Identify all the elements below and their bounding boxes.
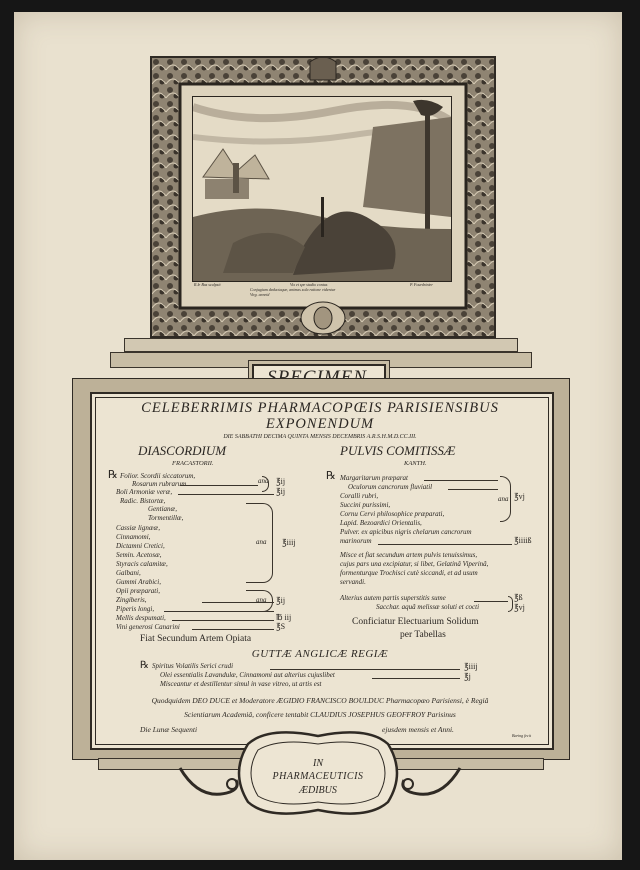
left-item: Zingiberis, [116,596,147,604]
ana-label: ana [256,538,267,546]
heading-line-1: CELEBERRIMIS PHARMACOPŒIS PARISIENSIBUS [141,400,499,416]
heading-date: DIE SABBATHI DECIMA QUINTA MENSIS DECEMBRIS A.R.S.H.M.D.CC.III. [223,434,417,440]
leader-line [180,485,258,486]
right-item: Pulver. ex apicibus nigris chelarum cancrorum [340,528,472,536]
left-item: Rosarum rubrarum [132,480,187,488]
footer-line-2: Scientiarum Academiâ, conficere tentabit CLAUDIUS JOSEPHUS GEOFFROY Parisinus [184,710,456,719]
left-item: Opii præparati, [116,587,160,595]
guttae-rx: ℞ [140,660,149,671]
leader-line [448,489,498,490]
dose: ℥j [464,672,471,681]
right-note: Misce et fiat secundum artem pulvis tenuissimus, [340,551,478,559]
right-item: Oculorum cancrorum fluviatil [348,483,433,491]
dose: ℥ij [276,477,286,486]
leader-line [192,629,274,630]
right-item: marinorum [340,537,372,545]
guttae-item: Misceantur et destillentur simul in vase vitreo, ut artis est [160,680,322,688]
leader-line [270,669,460,670]
dose: ℥ß [514,593,523,602]
engraving-caption-center-2: Conjugium deductaque, animas sola ratione videntur [250,287,336,292]
right-title: PULVIS COMITISSÆ [340,443,456,458]
ana-label: ana [258,477,269,485]
dose: ℥ij [276,596,286,605]
left-item: Dictamni Cretici, [116,542,165,550]
left-item: Boli Armoniæ veræ, [116,488,173,496]
left-item: Tormentillæ, [148,514,184,522]
left-item: Cassiæ lignææ, [116,524,160,532]
left-item: Folior. Scordii siccatorum, [120,472,196,480]
left-item: Styracis calamitæ, [116,560,168,568]
left-rx: ℞ [108,469,118,481]
bottom-cartouche-line-2: PHARMACEUTICIS [272,771,364,782]
leader-line [372,678,460,679]
guttae-item: Olei essentialis Lavandulæ, Cinnamomi aut alterius cujuslibet [160,671,335,679]
left-item: Piperis longi, [116,605,155,613]
dose: ℥vj [514,603,525,612]
right-author: KANTH. [404,460,427,467]
engraving-caption-small: Virg. aeneid [250,292,270,297]
right-item: Coralli rubri, [340,492,379,500]
left-title: DIASCORDIUM [138,443,227,458]
right-closing-2: per Tabellas [400,630,446,640]
engraving-caption-center-1: Vix et spe studio contus [290,282,328,287]
leader-line [474,601,508,602]
heading-line-2: EXPONENDUM [265,416,375,432]
right-item: Succini purissimi, [340,501,391,509]
right-item: Margaritarum præparat [340,474,409,482]
right-item: Cornu Cervi philosophice præparati, [340,510,445,518]
left-author: FRACASTORII. [172,460,214,467]
bottom-cartouche-line-1: IN [313,758,323,769]
guttae-item: Spiritus Volatilis Serici crudi [152,662,234,670]
engraved-scene [192,96,452,282]
pedestal-cornice [124,338,518,352]
footer-line-3-left: Die Lunæ Sequenti [140,725,198,734]
ana-label: ana [256,596,267,604]
dose: ℥S [276,622,286,631]
right-extra: Alterius autem partis superstitis sume [340,594,446,602]
dose: ℥iiij [282,538,296,547]
dose: ℔ iij [276,613,292,622]
footer-line-1: Quodquidem DEO DUCE et Moderatore ÆGIDIO FRANCISCO BOULDUC Pharmacopæo Parisiensi, è Regiâ [151,696,489,705]
ana-label: ana [498,495,509,503]
scene-drawing [193,97,451,281]
leader-line [172,620,274,621]
engraving-caption-left: R.le Bas sculpsit [194,282,221,287]
left-item: Gummi Arabici, [116,578,161,586]
engraver-signature: Baring fecit [512,733,531,738]
left-item: Gentianæ, [148,505,177,513]
leader-line [178,494,274,495]
left-item: Vini generosi Canarini [116,623,180,631]
dose: ℥vj [514,492,525,501]
right-extra: Sacchar. aquâ melissæ soluti et cocti [376,603,480,611]
right-note: formenturque Trochisci cutè siccandi, et ad usum [340,569,478,577]
left-item: Cinnamomi, [116,533,151,541]
right-rx: ℞ [326,470,336,482]
right-closing-1: Conficiatur Electuarium Solidum [352,617,479,627]
dose: ℥iiij [464,662,478,671]
footer-line-3-right: ejusdem mensis et Anni. [382,725,454,734]
bottom-cartouche-line-3: ÆDIBUS [299,785,337,796]
leader-line [378,544,512,545]
dose: ℥ij [276,487,286,496]
brace [508,596,513,612]
left-item: Galbani, [116,569,141,577]
engraving-caption-right: P. Fourdrinier [410,282,433,287]
dose: ℥iiiiß [514,536,532,545]
leader-line [424,480,498,481]
right-note: servandi. [340,578,366,586]
left-item: Radic. Bistortæ, [120,497,166,505]
right-item: Lapid. Bezoardici Orientalis, [340,519,422,527]
left-closing: Fiat Secundum Artem Opiata [140,634,252,644]
left-item: Mellis despumati, [116,614,166,622]
left-item: Semin. Acetosæ, [116,551,162,559]
guttae-title: GUTTÆ ANGLICÆ REGIÆ [251,648,389,660]
right-note: cujus pars una excipiatur, si libet, Gelatinâ Viperinâ, [340,560,489,568]
